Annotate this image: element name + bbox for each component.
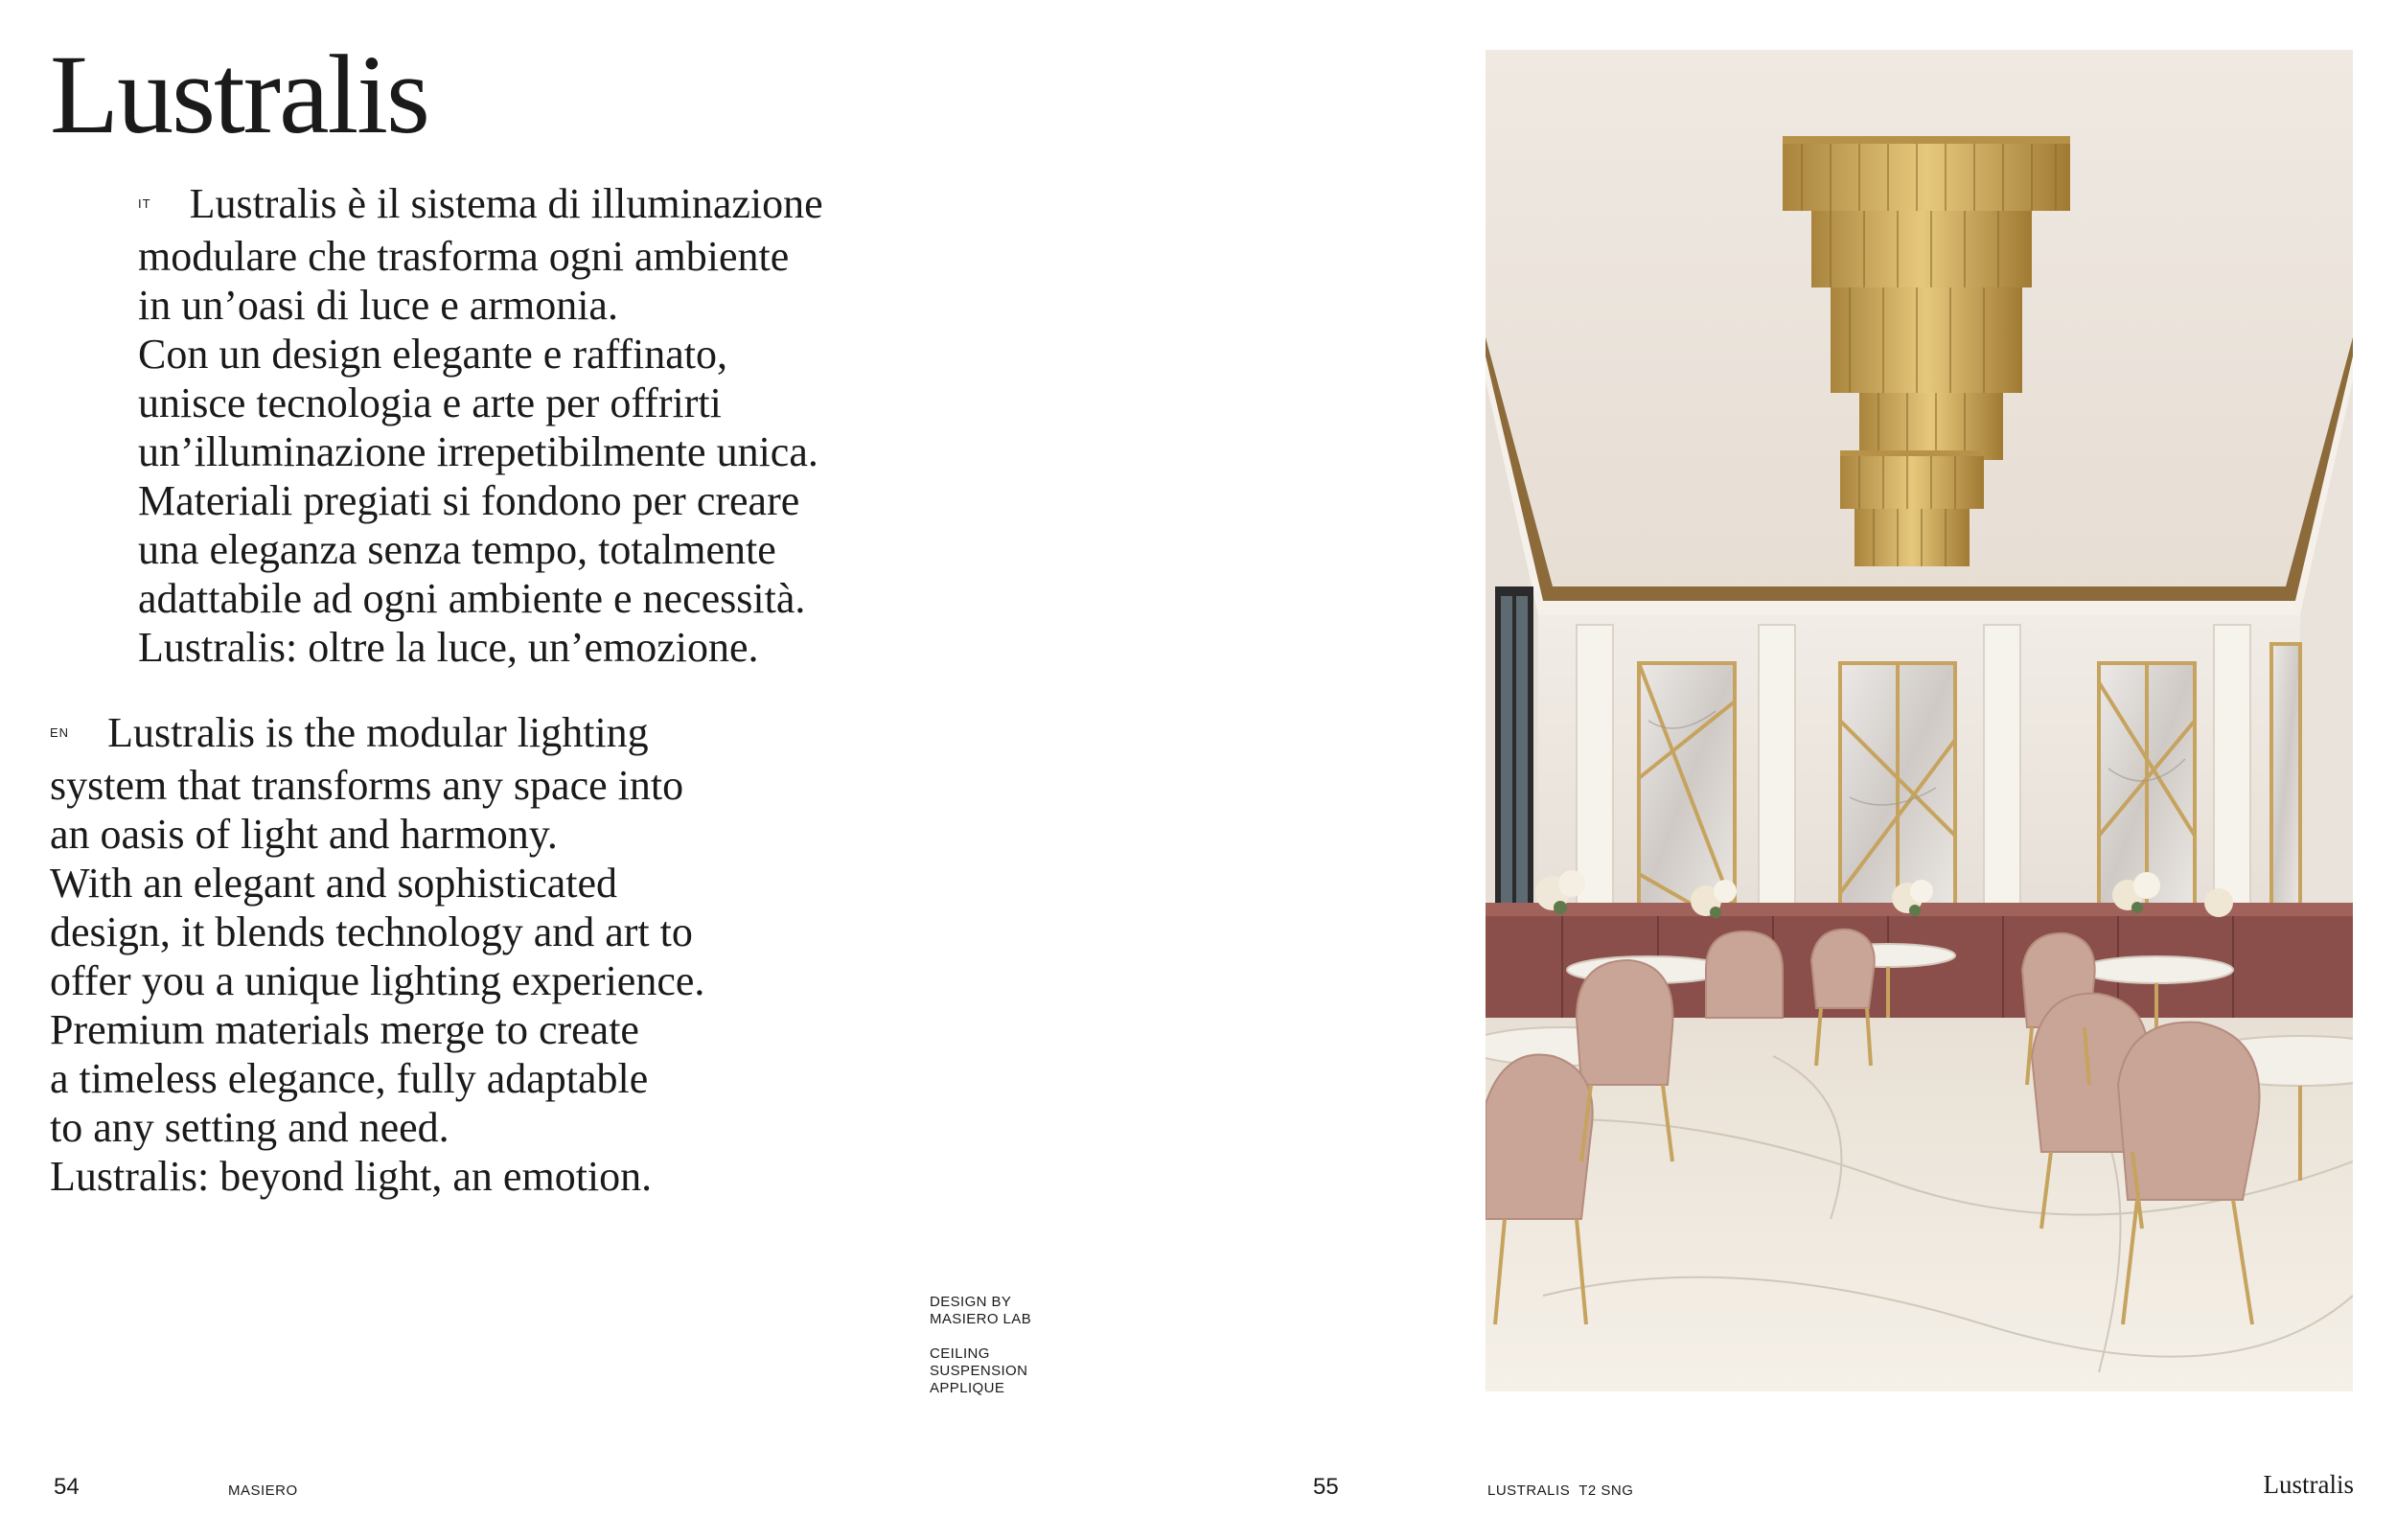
brand-footer-left: MASIERO (228, 1483, 298, 1499)
restaurant-photo (1486, 50, 2353, 1391)
design-credit: DESIGN BY MASIERO LAB (930, 1294, 1032, 1327)
italian-line: adattabile ad ogni ambiente e necessità. (138, 575, 806, 623)
italian-line: Con un design elegante e raffinato, (138, 331, 727, 379)
english-line: a timeless elegance, fully adaptable (50, 1055, 649, 1103)
italian-line: unisce tecnologia e arte per offrirti (138, 379, 722, 427)
english-line: to any setting and need. (50, 1104, 449, 1152)
page-title: Lustralis (50, 32, 428, 157)
english-description (50, 708, 704, 1201)
english-line: system that transforms any space into (50, 762, 684, 810)
product-types: CEILING SUSPENSION APPLIQUE (930, 1345, 1028, 1396)
italian-line: una eleganza senza tempo, totalmente (138, 526, 776, 574)
italian-description (138, 179, 823, 672)
english-line: With an elegant and sophisticated (50, 860, 618, 908)
italian-line: modulare che trasforma ogni ambiente (138, 233, 790, 281)
language-tag-en: EN (50, 725, 70, 741)
page-number-left: 54 (54, 1474, 80, 1500)
italian-line: Materiali pregiati si fondono per creare (138, 477, 800, 525)
product-credits (930, 1294, 1031, 1414)
italian-line: in un’oasi di luce e armonia. (138, 282, 618, 330)
brand-footer-right: Lustralis (2263, 1470, 2354, 1499)
english-line: Lustralis: beyond light, an emotion. (50, 1153, 653, 1201)
italian-line: Lustralis: oltre la luce, un’emozione. (138, 624, 759, 672)
italian-line: un’illuminazione irrepetibilmente unica. (138, 428, 818, 476)
english-line: offer you a unique lighting experience. (50, 957, 705, 1005)
language-tag-it: IT (138, 196, 151, 212)
english-line: design, it blends technology and art to (50, 908, 693, 956)
italian-line: IT Lustralis è il sistema di illuminazione (138, 180, 823, 227)
page-number-right: 55 (1313, 1474, 1339, 1500)
english-line: an oasis of light and harmony. (50, 811, 558, 859)
model-footer: LUSTRALIS T2 SNG (1487, 1483, 1634, 1499)
english-line: Premium materials merge to create (50, 1006, 639, 1054)
english-line: EN Lustralis is the modular lighting (50, 709, 649, 756)
